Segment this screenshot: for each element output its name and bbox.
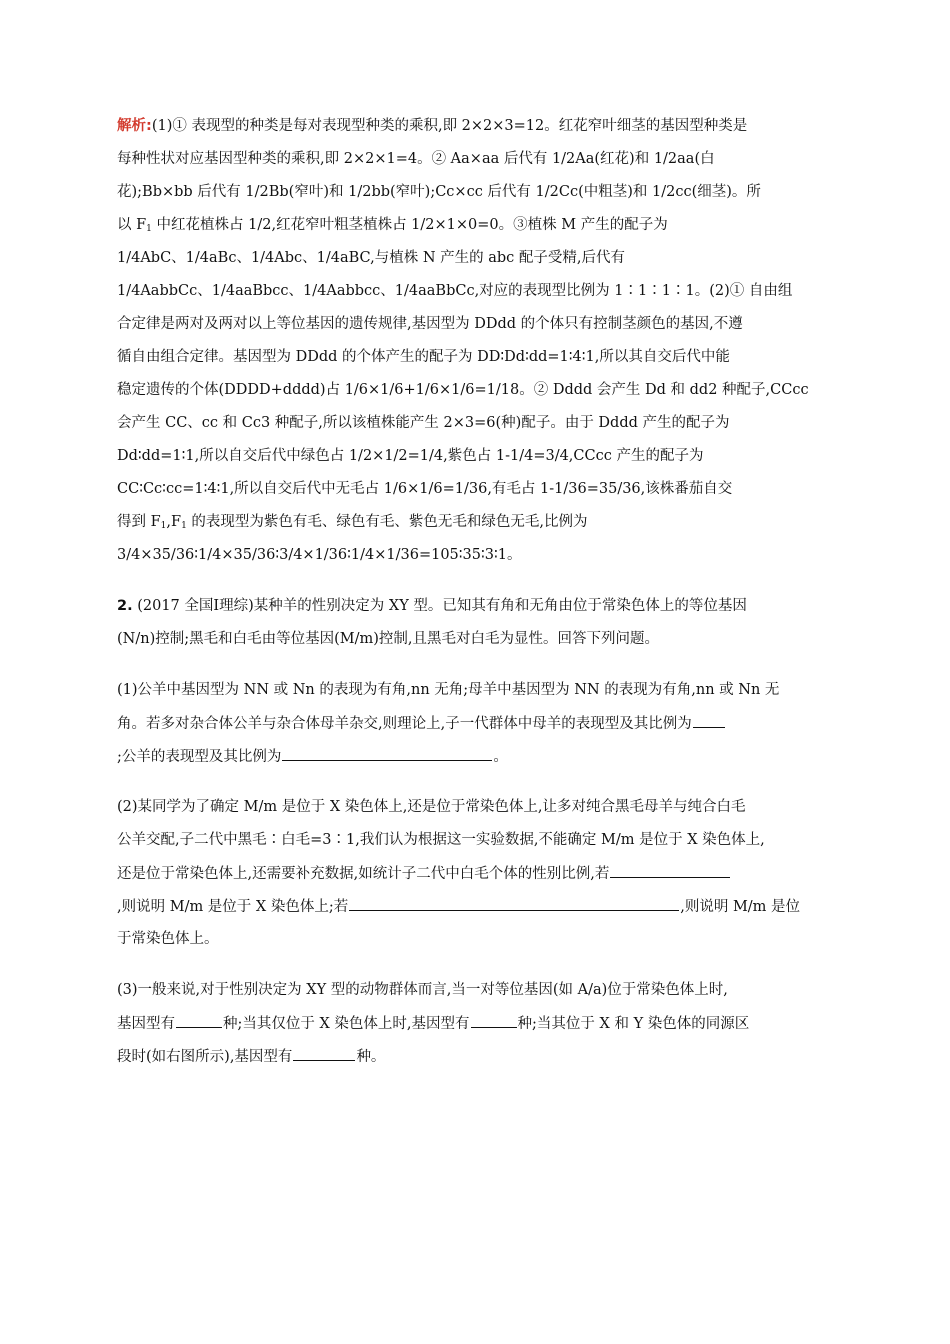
analysis-line-10: 会产生 CC、cc 和 Cc3 种配子,所以该植株能产生 2×3=6(种)配子。由于 Dddd 产生的配子为 bbox=[117, 415, 730, 431]
part-2-line-2: 公羊交配,子二代中黑毛∶白毛=3∶1,我们认为根据这一实验数据,不能确定 M/m 是位于 X 染色体上, bbox=[117, 832, 765, 848]
answer-blank[interactable] bbox=[471, 1013, 517, 1028]
analysis-text: 的表现型为紫色有毛、绿色有毛、紫色无毛和绿色无毛,比例为 bbox=[186, 514, 588, 530]
analysis-line-6: 1/4AabbCc、1/4aaBbcc、1/4Aabbcc、1/4aaBbCc,对应的表现型比例为 1∶1∶1∶1。(2)① 自由组 bbox=[117, 283, 793, 299]
analysis-text: 以 F bbox=[117, 217, 147, 233]
analysis-line-7: 合定律是两对及两对以上等位基因的遗传规律,基因型为 DDdd 的个体只有控制茎颜色的基因,不遵 bbox=[117, 316, 743, 332]
analysis-line-12: CC∶Cc∶cc=1∶4∶1,所以自交后代中无毛占 1/6×1/6=1/36,有毛占 1-1/36=35/36,该株番茄自交 bbox=[117, 481, 733, 497]
part-2-line-5: 于常染色体上。 bbox=[117, 931, 219, 947]
answer-blank[interactable] bbox=[693, 713, 725, 728]
analysis-line-4 bbox=[117, 215, 668, 235]
analysis-text: 得到 F bbox=[117, 514, 161, 530]
part-3-line-3 bbox=[117, 1046, 385, 1066]
part-1-line-3 bbox=[117, 746, 508, 766]
part-2-text: ,则说明 M/m 是位于 X 染色体上;若 bbox=[117, 899, 349, 915]
question-2-stem-line-2: (N/n)控制;黑毛和白毛由等位基因(M/m)控制,且黑毛对白毛为显性。回答下列问题。 bbox=[117, 631, 660, 647]
analysis-line-1 bbox=[117, 116, 747, 136]
analysis-text: ,F bbox=[166, 514, 182, 530]
part-2-line-3 bbox=[117, 863, 731, 883]
analysis-text: (1)① 表现型的种类是每对表现型种类的乘积,即 2×2×3=12。红花窄叶细茎的基因型种类是 bbox=[151, 118, 748, 134]
answer-blank[interactable] bbox=[176, 1013, 222, 1028]
part-2-line-4 bbox=[117, 896, 800, 916]
part-1-text: 角。若多对杂合体公羊与杂合体母羊杂交,则理论上,子一代群体中母羊的表现型及其比例为 bbox=[117, 716, 692, 732]
answer-blank[interactable] bbox=[349, 896, 679, 911]
part-3-text: 种;当其位于 X 和 Y 染色体的同源区 bbox=[517, 1016, 750, 1032]
part-3-text: 种。 bbox=[356, 1049, 386, 1065]
subscript: 1 bbox=[160, 521, 167, 531]
part-1-text: ;公羊的表现型及其比例为 bbox=[117, 749, 282, 765]
analysis-line-2: 每种性状对应基因型种类的乘积,即 2×2×1=4。② Aa×aa 后代有 1/2Aa(红花)和 1/2aa(白 bbox=[117, 151, 715, 167]
analysis-line-3: 花);Bb×bb 后代有 1/2Bb(窄叶)和 1/2bb(窄叶);Cc×cc 后代有 1/2Cc(中粗茎)和 1/2cc(细茎)。所 bbox=[117, 184, 761, 200]
analysis-label: 解析: bbox=[117, 118, 152, 134]
question-stem: (2017 全国Ⅰ理综)某种羊的性别决定为 XY 型。已知其有角和无角由位于常染色体上的等位基因 bbox=[132, 598, 747, 614]
part-3-text: 基因型有 bbox=[117, 1016, 175, 1032]
part-1-line-2 bbox=[117, 713, 726, 733]
analysis-line-5: 1/4AbC、1/4aBc、1/4Abc、1/4aBC,与植株 N 产生的 abc 配子受精,后代有 bbox=[117, 250, 626, 266]
analysis-line-11: Dd∶dd=1∶1,所以自交后代中绿色占 1/2×1/2=1/4,紫色占 1-1/4=3/4,CCcc 产生的配子为 bbox=[117, 448, 704, 464]
answer-blank[interactable] bbox=[282, 746, 492, 761]
part-2-text: ,则说明 M/m 是位 bbox=[680, 899, 801, 915]
part-3-line-2 bbox=[117, 1013, 749, 1033]
part-3-text: 种;当其仅位于 X 染色体上时,基因型有 bbox=[223, 1016, 470, 1032]
part-1-text: 。 bbox=[493, 749, 508, 765]
subscript: 1 bbox=[146, 224, 152, 234]
subscript: 1 bbox=[181, 521, 187, 531]
part-2-line-1: (2)某同学为了确定 M/m 是位于 X 染色体上,还是位于常染色体上,让多对纯合黑毛母羊与纯合白毛 bbox=[117, 799, 746, 815]
question-number: 2. bbox=[117, 598, 133, 614]
part-2-text: 还是位于常染色体上,还需要补充数据,如统计子二代中白毛个体的性别比例,若 bbox=[117, 866, 610, 882]
analysis-line-9: 稳定遗传的个体(DDDD+dddd)占 1/6×1/6+1/6×1/6=1/18。② Dddd 会产生 Dd 和 dd2 种配子,CCcc bbox=[117, 382, 809, 398]
analysis-text: 中红花植株占 1/2,红花窄叶粗茎植株占 1/2×1×0=0。③植株 M 产生的配子为 bbox=[151, 217, 668, 233]
part-1-line-1: (1)公羊中基因型为 NN 或 Nn 的表现为有角,nn 无角;母羊中基因型为 NN 的表现为有角,nn 或 Nn 无 bbox=[117, 682, 780, 698]
part-3-text: 段时(如右图所示),基因型有 bbox=[117, 1049, 293, 1065]
part-3-line-1: (3)一般来说,对于性别决定为 XY 型的动物群体而言,当一对等位基因(如 A/a)位于常染色体上时, bbox=[117, 982, 728, 998]
analysis-line-8: 循自由组合定律。基因型为 DDdd 的个体产生的配子为 DD∶Dd∶dd=1∶4∶1,所以其自交后代中能 bbox=[117, 349, 730, 365]
answer-blank[interactable] bbox=[293, 1046, 355, 1061]
analysis-line-13 bbox=[117, 512, 588, 532]
analysis-line-14: 3/4×35/36∶1/4×35/36∶3/4×1/36∶1/4×1/36=105∶35∶3∶1。 bbox=[117, 547, 522, 563]
question-2-stem-line-1 bbox=[117, 596, 747, 616]
answer-blank[interactable] bbox=[610, 863, 730, 878]
